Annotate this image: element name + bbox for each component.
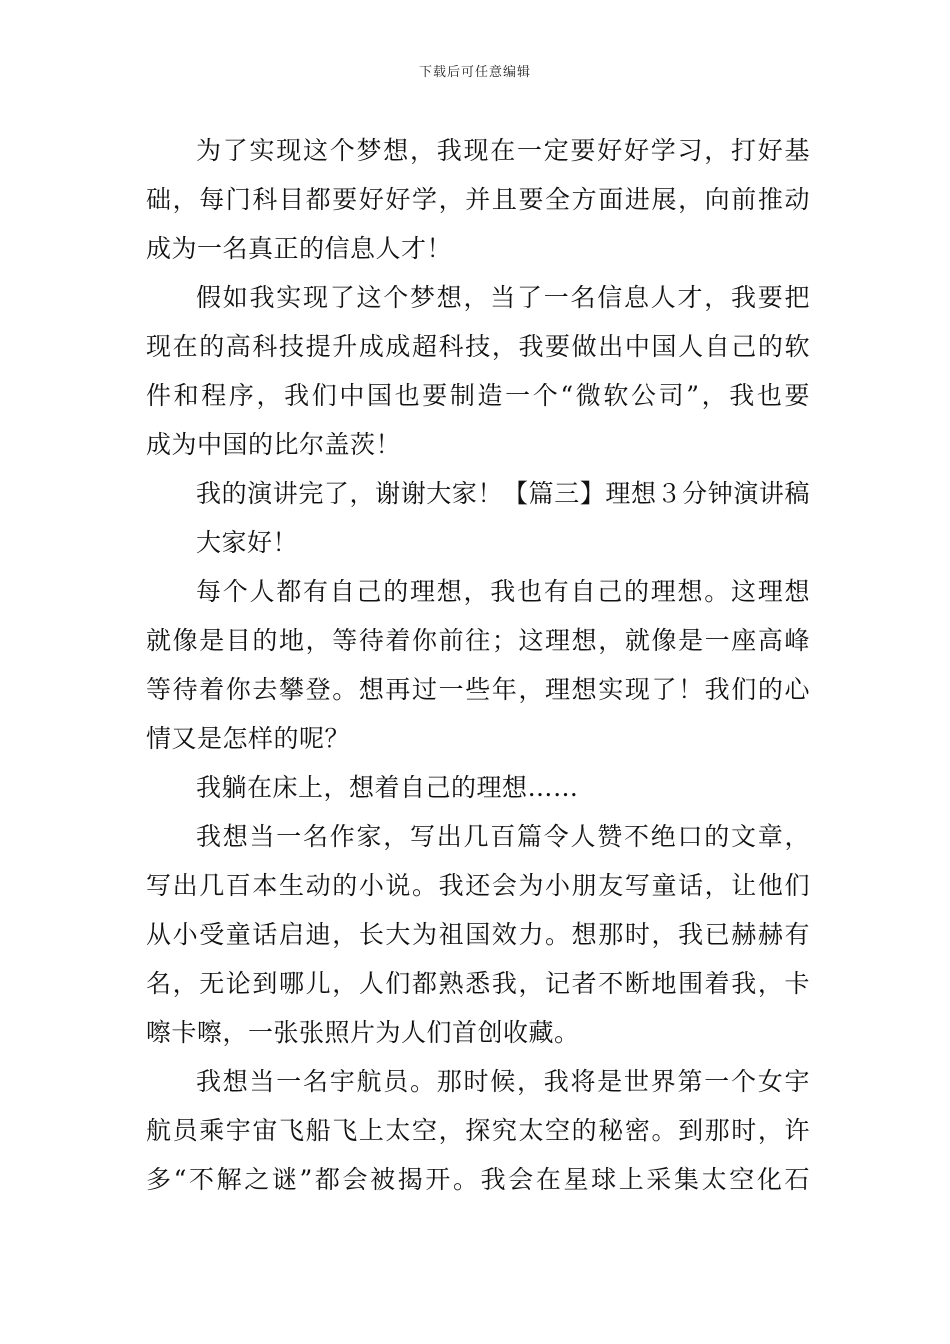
text-line: 我的演讲完了，谢谢大家！【篇三】理想３分钟演讲稿: [196, 479, 810, 508]
text-line: 等待着你去攀登。想再过一些年，理想实现了！我们的心: [146, 675, 810, 704]
text-line: 成为中国的比尔盖茨！: [146, 430, 402, 459]
text-line: 从小受童话启迪，长大为祖国效力。想那时，我已赫赫有: [146, 920, 810, 949]
text-line: 我想当一名作家，写出几百篇令人赞不绝口的文章，: [196, 822, 810, 851]
text-line: 航员乘宇宙飞船飞上太空，探究太空的秘密。到那时，许: [146, 1116, 810, 1145]
text-line: 假如我实现了这个梦想，当了一名信息人才，我要把: [196, 283, 810, 312]
document-body: [146, 126, 810, 1204]
text-line: 写出几百本生动的小说。我还会为小朋友写童话，让他们: [146, 871, 810, 900]
text-line: 现在的高科技提升成成超科技，我要做出中国人自己的软: [146, 332, 810, 361]
text-line: 我想当一名宇航员。那时候，我将是世界第一个女宇: [196, 1067, 810, 1096]
text-line: 多“不解之谜”都会被揭开。我会在星球上采集太空化石: [146, 1165, 810, 1194]
text-line: 成为一名真正的信息人才！: [146, 234, 453, 263]
text-line: 件和程序，我们中国也要制造一个“微软公司”，我也要: [146, 381, 810, 410]
text-line: 我躺在床上，想着自己的理想……: [196, 773, 579, 802]
text-line: 为了实现这个梦想，我现在一定要好好学习，打好基: [196, 136, 810, 165]
text-line: 嚓卡嚓，一张张照片为人们首创收藏。: [146, 1018, 580, 1047]
text-line: 大家好！: [196, 528, 299, 557]
text-line: 情又是怎样的呢？: [146, 724, 351, 753]
text-line: 名，无论到哪儿，人们都熟悉我，记者不断地围着我，卡: [146, 969, 810, 998]
text-line: 每个人都有自己的理想，我也有自己的理想。这理想: [196, 577, 810, 606]
page-header: 下载后可任意编辑: [418, 65, 531, 80]
text-line: 就像是目的地，等待着你前往；这理想，就像是一座高峰: [146, 626, 810, 655]
text-line: 础，每门科目都要好好学，并且要全方面进展，向前推动: [146, 185, 810, 214]
